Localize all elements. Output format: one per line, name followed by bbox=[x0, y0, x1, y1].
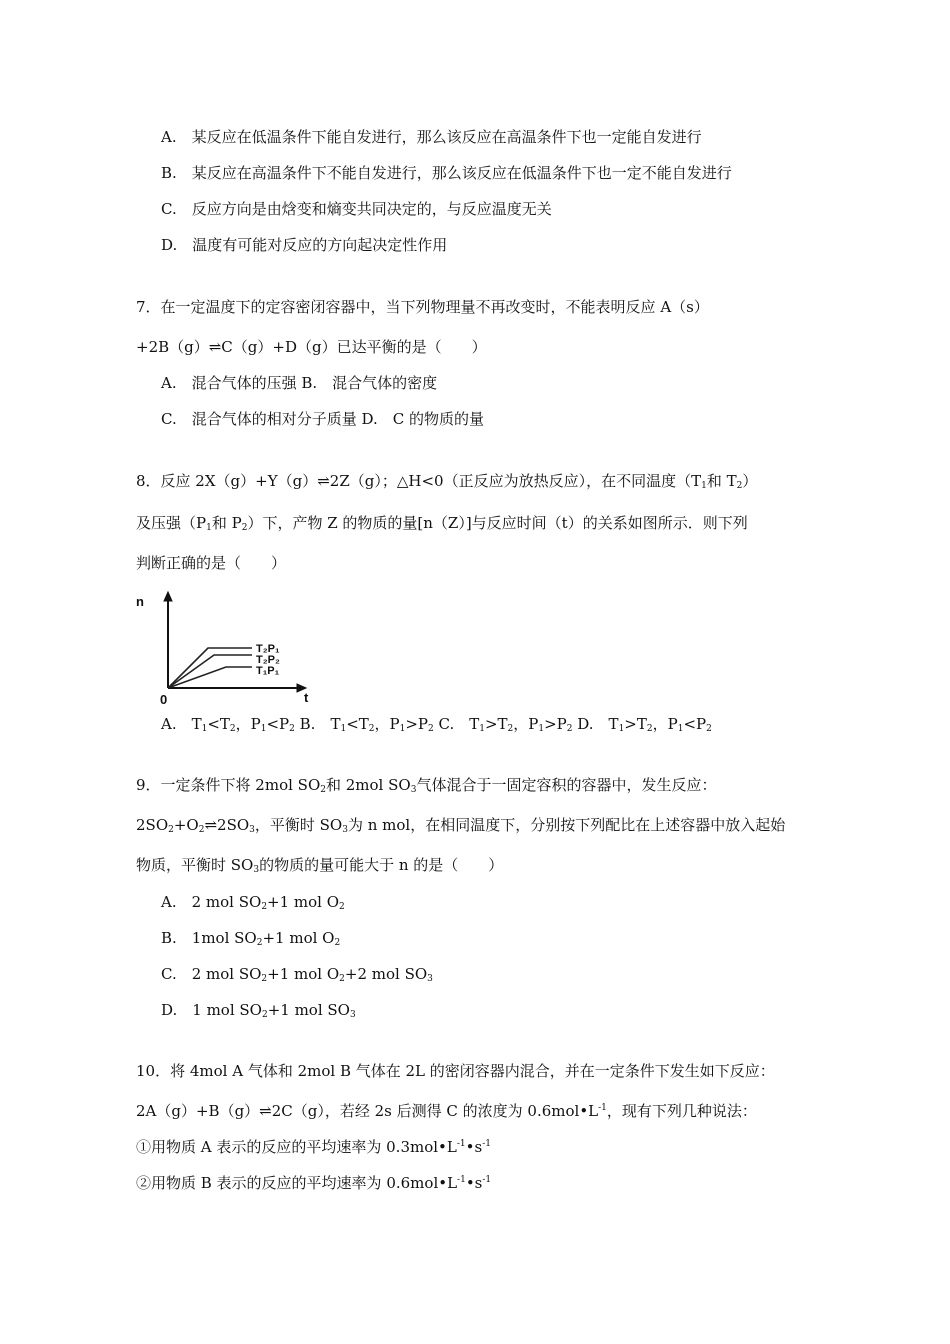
q8-options: A. $T_1<T_2$，$P_1<P_2$ B. $T_1<T_2$，$P_1>P_2$ C. $T_1>T_2$，$P_1>P_2$ D. $T_1>T_2$，$P_1<P_2$ bbox=[161, 715, 712, 734]
q8-graph bbox=[130, 588, 320, 706]
graph-x-label: t bbox=[304, 690, 309, 705]
q9-option-b: B. 1mol $SO_2+1$ mol $O_2$ bbox=[161, 929, 341, 948]
curve-label-t1p1: T₁P₁ bbox=[256, 665, 280, 677]
q9-option-c: C. 2 mol $SO_2+1$ mol $O_2+2$ mol $SO_3$ bbox=[161, 965, 433, 984]
graph-origin-label: 0 bbox=[160, 692, 168, 706]
curve-label-t2p2: T₂P₂ bbox=[256, 654, 280, 666]
q9-stem-line1: 9．一定条件下将 2mol $SO_2$和 2mol $SO_3$气体混合于一固定容积的容器中，发生反应： bbox=[136, 776, 717, 795]
curve-label-t2p1: T₂P₁ bbox=[256, 643, 280, 655]
q8-stem-line1: 8．反应 2X（g）+Y（g）⇌2Z（g）；△H<0（正反应为放热反应），在不同温度（$T_1$和 $T_2$） bbox=[136, 472, 758, 491]
q7-options-cd: C. 混合气体的相对分子质量 D. C 的物质的量 bbox=[161, 410, 484, 428]
q7-stem-line2: +2B（g）⇌C（g）+D（g）已达平衡的是（ ） bbox=[136, 338, 487, 356]
q10-statement-1: ①用物质 A 表示的反应的平均速率为 $0.3mol•L^{-1}•s^{-1}$ bbox=[136, 1138, 491, 1156]
graph-y-arrow bbox=[164, 592, 172, 601]
q6-option-c: C. 反应方向是由焓变和熵变共同决定的，与反应温度无关 bbox=[161, 200, 552, 218]
q8-stem-line2: 及压强（$P_1$和 $P_2$）下，产物 Z 的物质的量[n（Z）]与反应时间（t）的关系如图所示．则下列 bbox=[136, 514, 748, 533]
q8-stem-line3: 判断正确的是（ ） bbox=[136, 554, 287, 572]
q10-stem-line1: 10．将 4mol A 气体和 2mol B 气体在 2L 的密闭容器内混合，并在一定条件下发生如下反应： bbox=[136, 1062, 775, 1080]
q9-stem-line3: 物质，平衡时 $SO_3$的物质的量可能大于 n 的是（ ） bbox=[136, 856, 504, 875]
q7-options-ab: A. 混合气体的压强 B. 混合气体的密度 bbox=[161, 374, 438, 392]
graph-y-label: n bbox=[136, 594, 144, 609]
q6-option-d: D. 温度有可能对反应的方向起决定性作用 bbox=[161, 236, 448, 254]
q10-stem-line2: 2A（g）+B（g）⇌2C（g），若经 2s 后测得 C 的浓度为 $0.6mol•L^{-1}$，现有下列几种说法： bbox=[136, 1102, 757, 1120]
curve-t2p1 bbox=[168, 648, 252, 688]
q9-option-d: D. 1 mol $SO_2+1$ mol $SO_3$ bbox=[161, 1001, 356, 1020]
q9-option-a: A. 2 mol $SO_2+1$ mol $O_2$ bbox=[161, 893, 345, 912]
q10-statement-2: ②用物质 B 表示的反应的平均速率为 $0.6mol•L^{-1}•s^{-1}$ bbox=[136, 1174, 492, 1192]
q9-stem-line2: $2SO_2+O_2\rightleftharpoons 2SO_3$，平衡时 $SO_3$为 n mol，在相同温度下，分别按下列配比在上述容器中放入起始 bbox=[136, 816, 786, 835]
q6-option-a: A. 某反应在低温条件下能自发进行，那么该反应在高温条件下也一定能自发进行 bbox=[161, 128, 702, 146]
curve-t1p1 bbox=[168, 667, 252, 688]
q7-stem-line1: 7．在一定温度下的定容密闭容器中，当下列物理量不再改变时，不能表明反应 A（s） bbox=[136, 298, 709, 316]
q6-option-b: B. 某反应在高温条件下不能自发进行，那么该反应在低温条件下也一定不能自发进行 bbox=[161, 164, 732, 182]
